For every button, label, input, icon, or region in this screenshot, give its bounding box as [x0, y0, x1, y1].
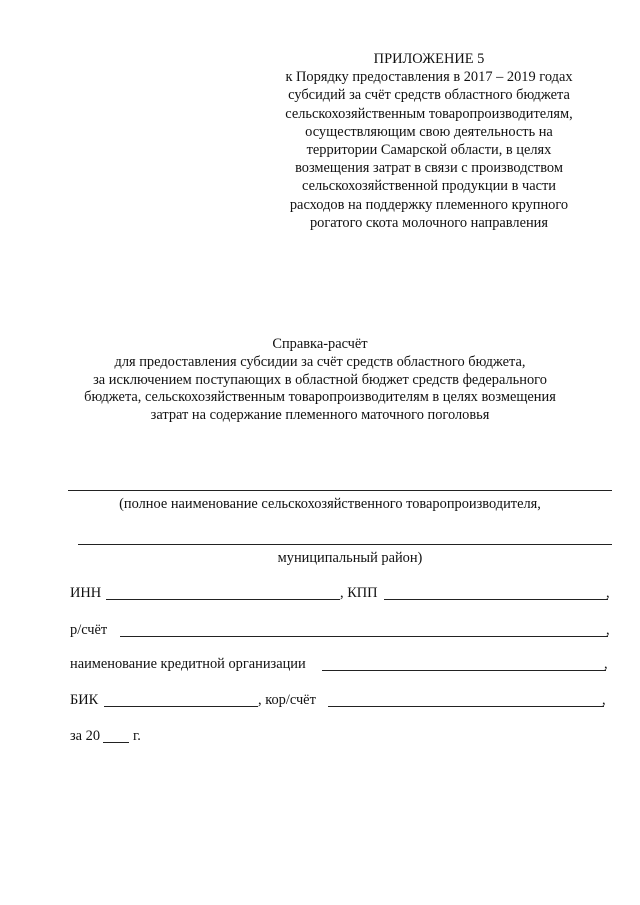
- document-subtitle-line: за исключением поступающих в областной бюджет средств федерального: [93, 371, 547, 388]
- year-field[interactable]: [103, 742, 129, 743]
- document-subtitle-line: для предоставления субсидии за счёт средств областного бюджета,: [114, 353, 526, 370]
- inn-label: ИНН: [70, 585, 102, 601]
- appendix-line: субсидий за счёт средств областного бюджета: [288, 87, 570, 104]
- bank-label: наименование кредитной организации: [70, 656, 306, 672]
- bik-label: БИК: [70, 692, 99, 708]
- year-row: [70, 728, 610, 748]
- document-subtitle-line: бюджета, сельскохозяйственным товаропроизводителям в целях возмещения: [84, 389, 556, 406]
- appendix-line: сельскохозяйственной продукции в части: [302, 178, 556, 195]
- account-field[interactable]: [120, 636, 608, 637]
- inn-kpp-row: [70, 585, 610, 605]
- bank-field[interactable]: [322, 670, 606, 671]
- inn-field[interactable]: [106, 599, 340, 600]
- bank-row: [70, 656, 610, 676]
- appendix-line: территории Самарской области, в целях: [306, 142, 552, 159]
- account-label: р/счёт: [70, 622, 108, 638]
- account-row: [70, 622, 610, 642]
- bik-field[interactable]: [104, 706, 258, 707]
- producer-name-line[interactable]: [68, 490, 612, 491]
- bik-corr-row: [70, 692, 610, 712]
- account-comma: ,: [606, 622, 610, 638]
- kpp-label: , КПП: [340, 585, 378, 601]
- inn-kpp-comma: ,: [606, 585, 610, 601]
- kpp-field[interactable]: [384, 599, 608, 600]
- appendix-line: сельскохозяйственным товаропроизводителям,: [285, 105, 573, 122]
- appendix-line: рогатого скота молочного направления: [309, 214, 548, 231]
- appendix-line: осуществляющим свою деятельность на: [305, 123, 553, 140]
- appendix-block: [268, 50, 590, 232]
- appendix-line: расходов на поддержку племенного крупного: [289, 196, 569, 213]
- corr-label: , кор/счёт: [258, 692, 316, 708]
- appendix-title: ПРИЛОЖЕНИЕ 5: [373, 51, 485, 67]
- year-suffix: г.: [133, 728, 141, 744]
- corr-field[interactable]: [328, 706, 604, 707]
- appendix-line: возмещения затрат в связи с производством: [295, 160, 563, 177]
- district-line[interactable]: [78, 544, 612, 545]
- document-title: Справка-расчёт: [272, 336, 368, 352]
- document-title-block: [60, 336, 580, 425]
- year-prefix: за 20: [70, 728, 101, 744]
- district-caption: муниципальный район): [277, 550, 423, 566]
- appendix-line: к Порядку предоставления в 2017 – 2019 годах: [285, 69, 573, 86]
- bank-comma: ,: [604, 656, 608, 672]
- bik-corr-comma: ,: [602, 692, 606, 708]
- document-subtitle-line: затрат на содержание племенного маточного поголовья: [150, 407, 490, 424]
- producer-name-caption: (полное наименование сельскохозяйственного товаропроизводителя,: [119, 496, 541, 512]
